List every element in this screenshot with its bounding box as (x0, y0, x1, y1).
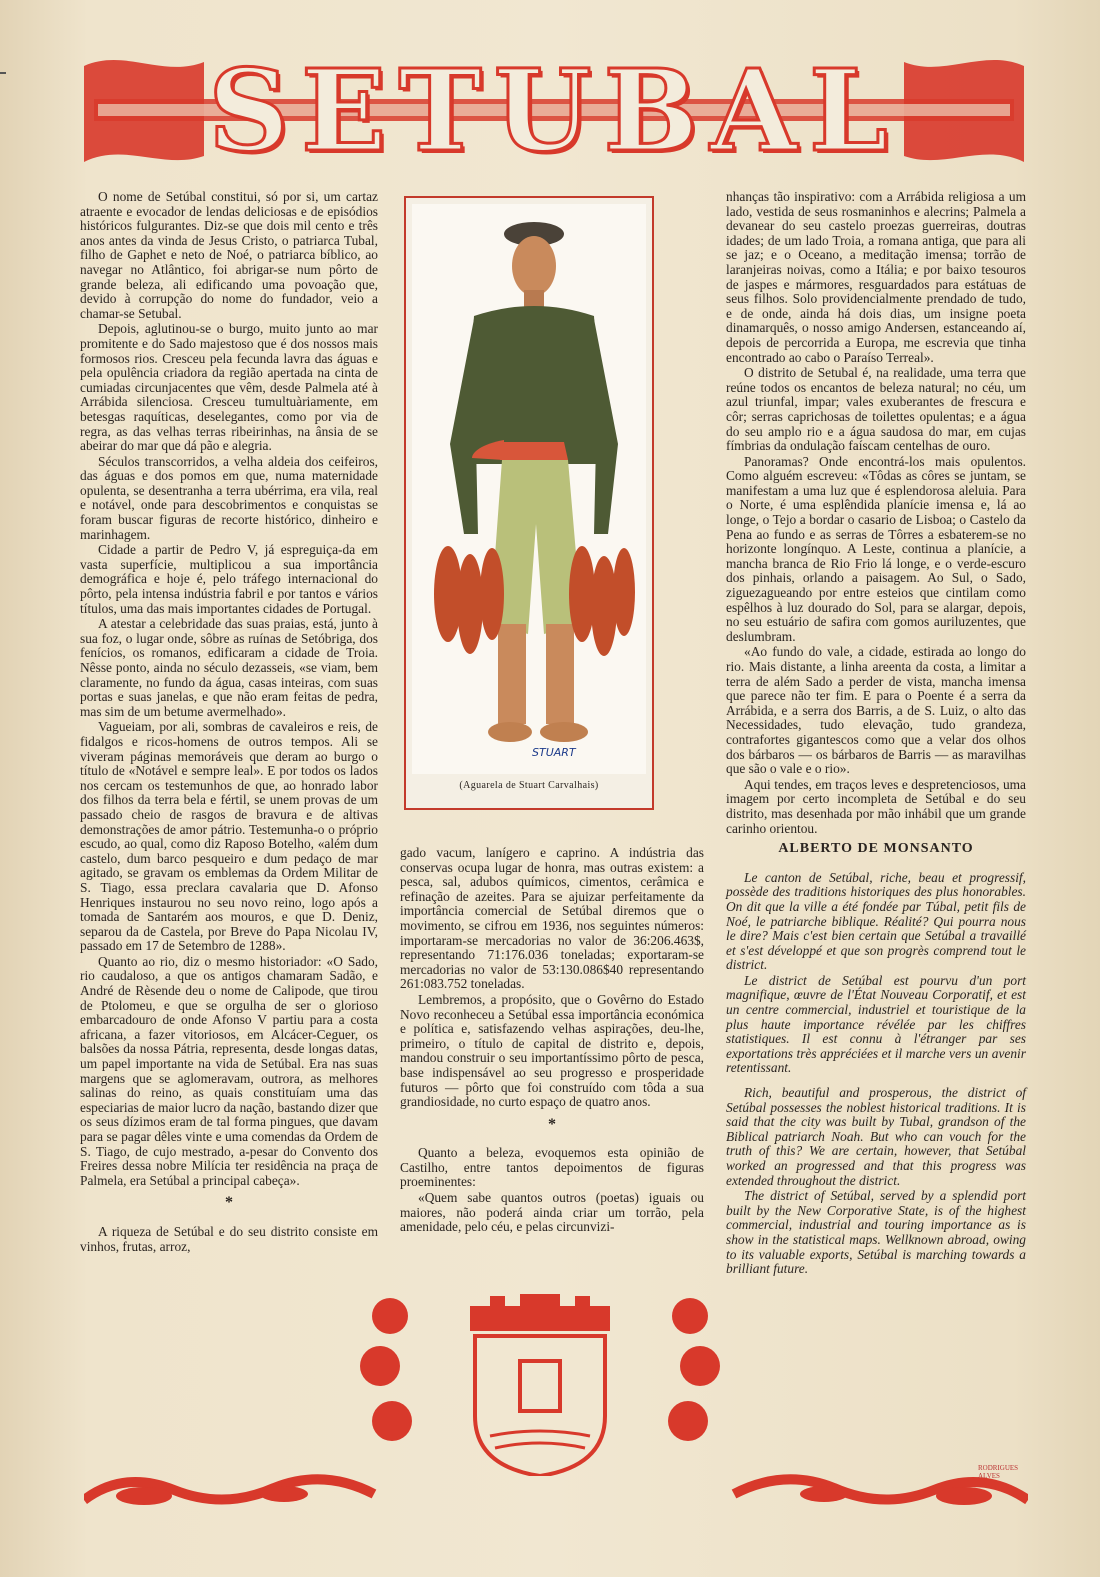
column-1 (80, 190, 378, 1254)
paragraph: gado vacum, lanígero e caprino. A indústria das conservas ocupa lugar de honra, mas outras existem: a pesca, sal, adubos químicos, cimentos, cerâmica e refinação de azeites. Para se ajuizar perfeitamente da importância comercial de Setúbal diremos que o movimento, se cifrou em 1936, nos seguintes números: importaram-se mercadorias no valor de 36:206.463$, representando 71:176.036 toneladas; exportaram-se mercadorias no valor de 53:130.086$40 representando 261:083.752 toneladas. (400, 845, 704, 992)
french-summary (726, 871, 1026, 1076)
column-2 (400, 846, 704, 1235)
paragraph: Panoramas? Onde encontrá-los mais opulentos. Como alguém escreveu: «Tôdas as côres se juntam, se manifestam a uma luz que é esplendorosa aleluia. Para o Norte, é uma esplêndida planície imensa e, lá ao longe, o Tejo a bordar o casario de Lisboa; o Castelo da Pena ao fundo e as serras de Tôrres a esbaterem-se no horizonte longínquo. A Leste, continua a planície, a mancha branca de Rio Frio lá longe, e o verde-escuro dos pinhais, orlando a paisagem. Ao Sul, o Sado, ziguezagueando por entre esteios que cintilam como espêlhos à luz dourado do Sol, para se alargar, depois, no seu estuário de safira com gomos auriluzentes, que deslumbram. (726, 453, 1026, 644)
paragraph: A riqueza de Setúbal e do seu distrito consiste em vinhos, frutas, arroz, (80, 1223, 378, 1254)
illustration-caption: (Aguarela de Stuart Carvalhais) (459, 780, 599, 791)
paragraph: Séculos transcorridos, a velha aldeia dos ceifeiros, das águas e dos pomos em que, numa maternidade opulenta, se desentranha a terra ubérrima, era vila, real e notável, onde para descobrimentos e conquistas se foram buscar figuras de recorte histórico, dinheiro e marinhagem. (80, 453, 378, 542)
author-name: ALBERTO DE MONSANTO (778, 841, 974, 857)
coat-of-arms-icon (360, 1276, 720, 1476)
paragraph: Vagueiam, por ali, sombras de cavaleiros e reis, de fidalgos e ricos-homens de outros tempos. Ali se viveram páginas memoráveis que deram ao burgo o título de «Notável e sempre leal». E por todos os lados nos cercam os testemunhos de que, ao honrado labor dos filhos da terra bela e fértil, se unem provas de um passado cheio de rasgos de bravura e de altivas demonstrações de amor pátrio. Testemunha-o o próprio escudo, ao qual, como diz Raposo Botelho, «além dum castelo, dum barco pesqueiro e dum pedaço de mar agitado, se gravam os emblemas da Ordem Militar de S. Tiago, essa preclara cavalaria que D. Afonso Henriques instaurou no seu novo reino, logo após a tomada de Santarém aos mouros, e que D. Deniz, separou da de Castela, por Breve do Papa Nicolau IV, passado em 17 de Setembro de 1288». (80, 719, 378, 954)
paragraph: A atestar a celebridade das suas praias, está, junto à sua foz, o lugar onde, sôbre as ruínas de Setóbriga, dos fenícios, os romanos, edificaram a cidade de Troia. Nêsse ponto, ainda no século dezasseis, «se viam, bem claramente, no fundo da água, casas inteiras, com suas portas e suas janelas, e que não eram feitas de pedra, mas sim de um betume avermelhado». (80, 616, 378, 719)
fish-border-icon (84, 1460, 1028, 1540)
fisherman-figure-icon (412, 204, 646, 774)
paragraph: Depois, aglutinou-se o burgo, muito junto ao mar promitente e do Sado majestoso que é dos nossos mais formosos rios. Cresceu pela fecunda lavra das águas e pela opulência criadora da região apertada na cinta de cumiadas circunjacentes que vêm, desde Palmela até à Arrábida silenciosa. Cresceu tumultuàriamente, em betesgas raquíticas, deselegantes, como por via de regra, as das velhas terras ribeirinhas, na ânsia de se abeirar do mar que dá pão e alegria. (80, 321, 378, 454)
masthead (84, 44, 1024, 177)
column-3 (726, 190, 1026, 1277)
footer-ornament (84, 1460, 1028, 1540)
section-separator: * (225, 1194, 233, 1212)
binder-mark (0, 72, 6, 74)
paragraph: O nome de Setúbal constitui, só por si, um cartaz atraente e evocador de lendas deliciosas e de episódios históricos fulgurantes. Diz-se que dois mil cento e três anos antes da vinda de Jesus Cristo, o patriarca Tubal, filho de Gaphet e neto de Noé, o patriarca bíblico, ao navegar no Atlântico, foi abrigar-se num pôrto de grande beleza, ali edificando uma povoação que, devido à corrupção do nome do fundador, veio a chamar-se Setubal. (80, 189, 378, 321)
paragraph: Le canton de Setúbal, riche, beau et progressif, possède des traditions historiques des plus honorables. On dit que la ville a été fondée par Túbal, petit fils de Noé, le patriarche biblique. Réalité? Qui pourra nous le dire? Mais c'est bien certain que Setúbal a travaillé et s'est développé et que son progrès comprend tout le district. (726, 869, 1026, 973)
paragraph: Rich, beautiful and prosperous, the district of Setúbal possesses the noblest historical traditions. It is said that the city was built by Tubal, grandson of the Biblical patriarch Noah. But who can vouch for the truth of this? We are certain, however, that Setúbal worked an progressed and that this progress was extended throughout the district. (726, 1085, 1026, 1188)
paragraph: Quanto a beleza, evoquemos esta opinião de Castilho, entre tantos depoimentos de figuras proeminentes: (400, 1145, 704, 1190)
coat-of-arms (360, 1276, 720, 1476)
paragraph: The district of Setúbal, served by a splendid port built by the New Corporative State, is of the highest commercial, industrial and touring importance as is show in the statistical maps. Wellknown abroad, owing to its valuable exports, Setúbal is marching towards a brilliant future. (726, 1188, 1026, 1277)
paragraph: O distrito de Setubal é, na realidade, uma terra que reúne todos os encantos de beleza natural; no céu, um azul triunfal, impar; vales exuberantes de frescura e côr; serras caprichosas de toilettes opulentas; e a água do seu amplo rio e a água saudosa do mar, em cujas fímbrias da ondulação faíscam centelhas de ouro. (726, 365, 1026, 454)
paragraph: «Ao fundo do vale, a cidade, estirada ao longo do rio. Mais distante, a linha areenta da costa, a limitar a terra de além Sado a perder de vista, mancha imensa que parece não ter fim. E para o Poente é a serra da Arrábida, e a serra dos Barris, a de S. Luiz, o alto das Necessidades, tudo elevação, tudo grandeza, contrafortes gigantescos como que a velar dos olhos dos bárbaros — os bárbaros de Barris — as maravilhas que são o vale e o rio». (726, 644, 1026, 777)
english-summary (726, 1086, 1026, 1277)
watercolor-fisherman (412, 204, 646, 774)
paragraph: nhanças tão inspirativo: com a Arrábida religiosa a um lado, vestida de seus rosmaninhos e alecrins; Palmela a devanear do seu castelo proezas guerreiras, doutras idades; de um lado Troia, a romana antiga, que para ali se jaz; e o Oceano, a meditação imensa; torrão de laranjeiras noivas, como a Itália; e por baixo tesouros de jaspes e mármores, resguardados para estátuas de seus filhos. Solo providencialmente prendado de tudo, e de onde, ainda há dois dias, um insigne poeta dinamarquês, o nosso amigo Andersen, estanceando aí, depois de percorrida a Europa, me escrevia que tinha encontrado ao cabo o Paraíso Terreal». (726, 189, 1026, 365)
paragraph: «Quem sabe quantos outros (poetas) iguais ou maiores, não poderá ainda criar um torrão, pela amenidade, pelo céu, e pelas circunvizi- (400, 1190, 704, 1235)
paragraph: Cidade a partir de Pedro V, já espreguiça-da em vasta superfície, multiplicou a sua importância demográfica e hoje é, pelo tráfego internacional do pôrto, pela intensa indústria fabril e por tantos e vários títulos, uma das mais importantes cidades de Portugal. (80, 542, 378, 616)
paragraph: Aqui tendes, em traços leves e despretenciosos, uma imagem por certo incompleta de Setúbal e do seu distrito, mas desenhada por mão inhábil que um grande carinho orientou. (726, 776, 1026, 836)
masthead-title: SETUBAL (208, 46, 900, 177)
artist-signature: STUART (532, 746, 576, 759)
section-separator: * (548, 1115, 556, 1133)
paragraph: Le district de Setúbal est pourvu d'un port magnifique, œuvre de l'État Nouveau Corporatif, et est un centre commercial, industriel et touristique de la plus haute importance révélée par les chiffres statistiques. Il est connu à l'étranger par ses exportations très appréciées et il marche vers un avenir retentissant. (726, 972, 1026, 1076)
illustration-frame (404, 196, 654, 810)
artist-mark: RODRIGUES ALVES (978, 1464, 1019, 1480)
paragraph: Lembremos, a propósito, que o Govêrno do Estado Novo reconheceu a Setúbal essa importância económica e política e, satisfazendo velhas aspirações, deu-lhe, primeiro, o título de capital de distrito e, depois, mandou construir o seu importantíssimo pôrto de pesca, base indispensável ao seu progresso e prosperidade futuros — pôrto que foi construído com tôda a sua grandiosidade, no curto espaço de quatro anos. (400, 991, 704, 1110)
paragraph: Quanto ao rio, diz o mesmo historiador: «O Sado, rio caudaloso, a que os antigos chamaram Sadão, e André de Rèsende deu o nome de Calipode, que tirou de Ptolomeu, e que se orgulha de ser o glorioso embarcadouro de onde Afonso V partiu para a costa africana, a fazer vitoriosos, em Alcácer-Ceguer, os balsões da nossa Pátria, representa, desde longas datas, um papel importante na vida de Setúbal. Era nas suas margens que se aglomeravam, outrora, as melhores salinas do reino, as quais constituíam uma das especiarias de maior lucro da nação, bastando dizer que os seus dízimos eram de tal forma pingues, que davam para se pagar dêles vinte e uma comendas da Ordem de S. Tiago, de cujo mestrado, a-pesar do Convento dos Freires dessa nobre Milícia ter residência na praça de Palmela, era Setúbal a principal cabeça». (80, 953, 378, 1188)
